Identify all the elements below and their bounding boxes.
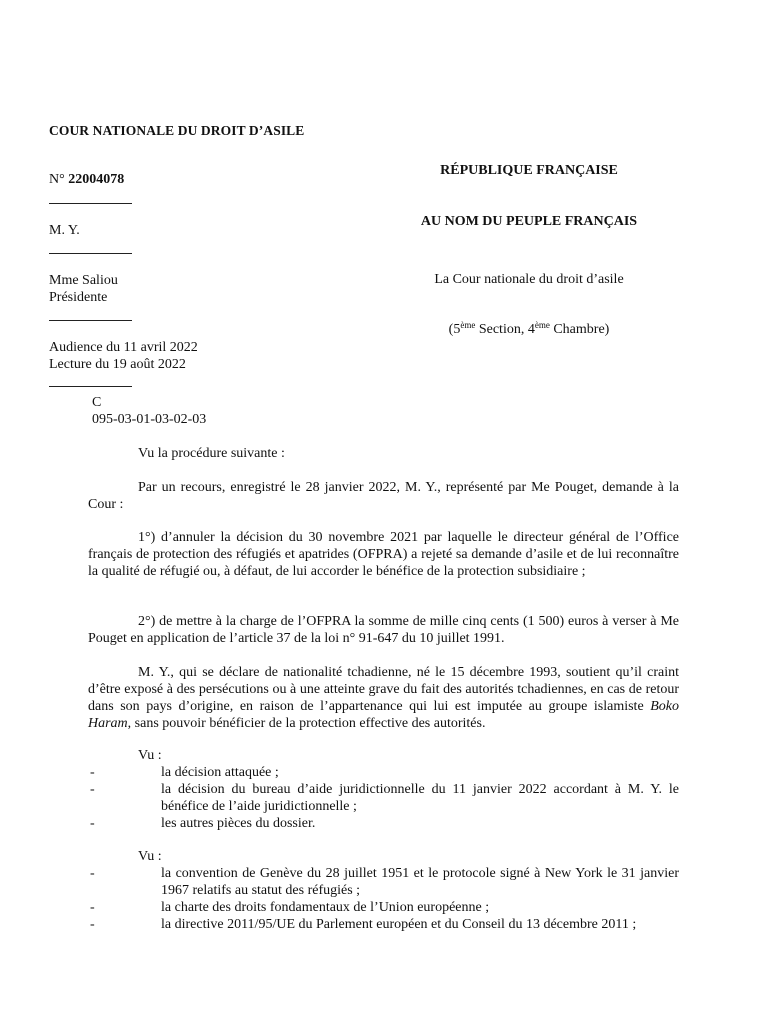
case-number-prefix: N° (49, 172, 65, 187)
classification-code: 095-03-01-03-02-03 (92, 412, 207, 427)
paragraph-frais: 2°) de mettre à la charge de l’OFPRA la somme de mille cinq cents (1 500) euros à verser à Me Pouget en application de l’article 37 de la loi n° 91-647 du 10 juillet 1991. (88, 614, 679, 646)
list-item: - la décision du bureau d’aide juridictionnelle du 11 janvier 2022 accordant à M. Y. le bénéfice de l’aide juridictionnelle ; (90, 782, 679, 814)
court-name: COUR NATIONALE DU DROIT D’ASILE (49, 123, 305, 138)
case-number (49, 171, 124, 188)
people-heading: AU NOM DU PEUPLE FRANÇAIS (420, 214, 638, 229)
separator-rule (49, 203, 132, 204)
separator-rule (49, 253, 132, 254)
list-item: - les autres pièces du dossier. (90, 816, 316, 831)
classification-letter: C (92, 395, 102, 410)
separator-rule (49, 386, 132, 387)
list-item: - la charte des droits fondamentaux de l’Union européenne ; (90, 900, 490, 915)
court-heading: La Cour nationale du droit d’asile (434, 272, 624, 287)
paragraph-annuler: 1°) d’annuler la décision du 30 novembre 2021 par laquelle le directeur général de l’Office français de protection des réfugiés et apatrides (OFPRA) a rejeté sa demande d’asile et de lui reconnaître la qualité de réfugié ou, à défaut, de lui accorder le bénéfice de la protection subsidiaire ; (88, 530, 679, 579)
list-item: - la convention de Genève du 28 juillet 1951 et le protocole signé à New York le 31 janvier 1967 relatifs au statut des réfugiés ; (90, 866, 679, 898)
judge-name: Mme Saliou (49, 273, 118, 288)
paragraph-recours: Par un recours, enregistré le 28 janvier 2022, M. Y., représenté par Me Pouget, demande à la Cour : (88, 480, 679, 512)
vu-list-textes (90, 865, 679, 933)
republic-heading: RÉPUBLIQUE FRANÇAISE (440, 163, 618, 178)
list-item: - la directive 2011/95/UE du Parlement européen et du Conseil du 13 décembre 2011 ; (90, 917, 637, 932)
reading-date: Lecture du 19 août 2022 (49, 357, 186, 372)
vu-title-textes: Vu : (138, 849, 162, 864)
separator-rule (49, 320, 132, 321)
judge-role: Présidente (49, 290, 108, 305)
procedure-intro: Vu la procédure suivante : (138, 446, 285, 461)
applicant-name: M. Y. (49, 223, 80, 238)
hearing-date: Audience du 11 avril 2022 (49, 340, 198, 355)
case-number-value: 22004078 (68, 172, 125, 187)
vu-title-pieces: Vu : (138, 748, 162, 763)
list-item: - la décision attaquée ; (90, 765, 279, 780)
paragraph-moyens: M. Y., qui se déclare de nationalité tchadienne, né le 15 décembre 1993, soutient qu’il craint d’être exposé à des persécutions ou à une atteinte grave du fait des autorités tchadiennes, en cas de retour dans son pays d’origine, en raison de l’appartenance qui lui est imputée au groupe islamiste Boko Haram, sans pouvoir bénéficier de la protection effective des autorités. (88, 665, 679, 731)
section-heading: (5ème Section, 4ème Chambre) (448, 320, 610, 337)
vu-list-pieces (90, 764, 679, 832)
